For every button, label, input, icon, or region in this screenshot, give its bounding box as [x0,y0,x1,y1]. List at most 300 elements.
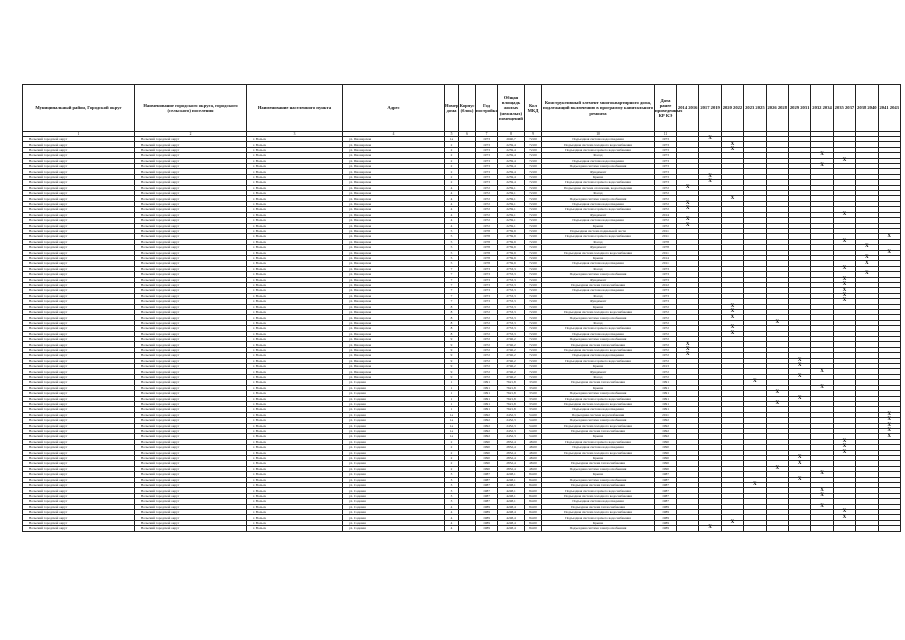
table-cell: Вольский городской округ [23,401,135,406]
table-cell: Вольский городской округ [23,380,135,385]
table-cell: г. Вольск [247,391,343,396]
table-cell: 1992 [476,428,498,433]
table-cell: 1973 [476,147,498,152]
table-cell: 1973 [476,137,498,142]
table-cell: ул. Пионерская [343,310,445,315]
table-cell: 2 [445,466,459,471]
table-cell: г. Вольск [247,147,343,152]
table-cell: Фундамент [542,369,655,374]
column-header: Наименование населенного пункта [247,85,343,132]
table-cell: 2 [445,147,459,152]
table-cell: ул. Садовая [343,391,445,396]
table-cell: 1972 [655,207,677,212]
table-cell: г. Вольск [247,337,343,342]
table-cell: ул. Пионерская [343,239,445,244]
table-cell: 1973 [476,158,498,163]
table-cell: 1973 [476,277,498,282]
period-mark-cell: X [856,272,878,277]
table-cell: ул. Пионерская [343,153,445,158]
table-cell: 1972 [476,315,498,320]
table-cell: г. Вольск [247,201,343,206]
table-cell: 1 [445,396,459,401]
table-cell: 1972 [655,304,677,309]
table-cell: ул. Пионерская [343,255,445,260]
table-cell: 2259,4 [498,174,525,179]
table-cell: ул. Садовая [343,461,445,466]
table-cell: 1973 [655,142,677,147]
table-cell: ул. Садовая [343,450,445,455]
table-cell: 2 [445,164,459,169]
table-cell: 1972 [476,369,498,374]
table-cell: 2746,2 [498,337,525,342]
table-cell: 72.00 [525,147,542,152]
period-mark-cell: X [811,369,833,374]
table-cell: 1991 [476,380,498,385]
table-cell: 1972 [655,347,677,352]
table-cell: 1972 [655,320,677,325]
table-cell: ул. Пионерская [343,207,445,212]
table-cell: 48.00 [525,445,542,450]
table-cell: г. Вольск [247,526,343,531]
table-cell: 1987 [655,499,677,504]
period-mark-cell: X [833,445,855,450]
table-cell: Вольский городской округ [135,526,247,531]
table-cell: 2452,3 [498,418,525,423]
table-cell: Фасад [542,153,655,158]
table-cell: Вольский городской округ [23,320,135,325]
period-mark-cell: X [677,218,699,223]
period-mark-cell: X [811,493,833,498]
table-cell: 7 [445,282,459,287]
table-cell: 1972 [476,218,498,223]
table-cell: 1972 [476,191,498,196]
capital-repair-program-table [22,84,901,532]
table-cell: 2259,4 [498,142,525,147]
column-header: 2038 2040 [856,85,878,132]
table-cell: ул. Пионерская [343,282,445,287]
table-cell: 72.00 [525,218,542,223]
table-cell: Вольский городской округ [23,477,135,482]
table-cell: 72.00 [525,234,542,239]
table-cell: Вольский городской округ [135,450,247,455]
table-cell: 2011 [655,228,677,233]
table-cell: 1973 [476,174,498,179]
table-cell: 2733,3 [498,277,525,282]
period-mark-cell: X [721,315,743,320]
table-cell: 7621,8 [498,396,525,401]
table-cell: 4 [445,201,459,206]
column-header: Корпус (блок) [459,85,476,132]
table-cell: Вольский городской округ [23,423,135,428]
table-cell: 2259,1 [498,223,525,228]
table-cell: 1989 [655,504,677,509]
table-cell: ул. Садовая [343,520,445,525]
period-mark-cell: X [721,147,743,152]
period-mark-cell: X [677,185,699,190]
period-mark-cell: X [744,380,766,385]
table-cell: 1989 [476,510,498,515]
table-cell: г. Вольск [247,358,343,363]
table-cell: Вольский городской округ [135,250,247,255]
table-cell: Вольский городской округ [135,142,247,147]
table-cell: Вольский городской округ [23,158,135,163]
table-cell: г. Вольск [247,282,343,287]
table-cell: Вольский городской округ [23,272,135,277]
table-cell: 2733,3 [498,304,525,309]
table-cell: 72.00 [525,201,542,206]
table-cell: ул. Садовая [343,483,445,488]
table-cell: г. Вольск [247,255,343,260]
table-cell: 1973 [476,266,498,271]
period-mark-cell: X [677,207,699,212]
table-cell: г. Вольск [247,342,343,347]
table-cell: 4 [445,218,459,223]
period-mark-cell: X [833,158,855,163]
table-cell: Подъездная система холодного водоснабжения [542,401,655,406]
table-cell: г. Вольск [247,234,343,239]
table-cell: 5 [445,228,459,233]
table-cell: 1990 [655,461,677,466]
table-cell: Вольский городской округ [23,277,135,282]
column-header: 2035 2037 [833,85,855,132]
table-cell: 72.00 [525,223,542,228]
table-cell: г. Вольск [247,423,343,428]
table-cell: Вольский городской округ [135,380,247,385]
table-cell: г. Вольск [247,520,343,525]
table-cell: 2259,1 [498,201,525,206]
table-cell: 4 [445,520,459,525]
table-cell: 1973 [476,282,498,287]
table-cell: Вольский городской округ [135,266,247,271]
period-mark-cell: X [878,423,900,428]
table-cell: ул. Пионерская [343,299,445,304]
table-cell: 54.00 [525,434,542,439]
table-cell: 1а [445,423,459,428]
table-cell: 8 [445,320,459,325]
table-cell: 2852,4 [498,439,525,444]
table-cell: г. Вольск [247,434,343,439]
table-cell: г. Вольск [247,369,343,374]
table-cell: Вольский городской округ [135,461,247,466]
table-cell: Подъездная система электроснабжения [542,315,655,320]
table-cell: Вольский городской округ [23,428,135,433]
table-cell: Фасад [542,266,655,271]
table-cell: 1992 [655,423,677,428]
table-cell: 7621,8 [498,401,525,406]
table-cell: ул. Садовая [343,445,445,450]
period-mark-cell [856,526,878,531]
table-cell: 72.00 [525,239,542,244]
table-cell: 1978 [655,245,677,250]
table-cell: Подъездная система теплоснабжения [542,428,655,433]
table-cell: Вольский городской округ [23,396,135,401]
table-cell: 1972 [476,212,498,217]
table-cell: г. Вольск [247,164,343,169]
period-mark-cell: X [811,472,833,477]
table-cell: 7 [445,272,459,277]
table-cell: 1973 [476,169,498,174]
table-cell: г. Вольск [247,493,343,498]
table-cell: ул. Пионерская [343,353,445,358]
table-cell: 2259,1 [498,207,525,212]
table-cell: г. Вольск [247,401,343,406]
table-cell: Вольский городской округ [135,169,247,174]
table-cell: 84.00 [525,510,542,515]
table-cell: 84.00 [525,520,542,525]
table-cell: Вольский городской округ [135,488,247,493]
table-cell: 3 [445,499,459,504]
table-cell: 1991 [655,396,677,401]
table-cell: Вольский городской округ [135,493,247,498]
period-mark-cell: X [699,174,721,179]
table-cell: 1987 [476,499,498,504]
column-header: 2020 2022 [721,85,743,132]
table-cell: 72.00 [525,212,542,217]
table-cell: ул. Пионерская [343,342,445,347]
table-cell: Вольский городской округ [23,191,135,196]
table-cell: 1 [445,385,459,390]
period-mark-cell: X [677,201,699,206]
period-mark-cell: X [699,180,721,185]
table-cell: 72.00 [525,245,542,250]
table-cell: ул. Садовая [343,515,445,520]
table-cell: 1989 [476,504,498,509]
table-cell: 1973 [655,299,677,304]
column-number: 2 [135,132,247,137]
table-cell: 1978 [476,255,498,260]
table-cell: Подъездная система водоотведения [542,201,655,206]
table-cell: г. Вольск [247,277,343,282]
table-cell: 33.00 [525,396,542,401]
program-table-sheet [22,84,900,532]
table-cell: Вольский городской округ [23,526,135,531]
period-mark-cell [833,526,855,531]
table-cell: 2733,3 [498,288,525,293]
table-cell: ул. Садовая [343,504,445,509]
table-cell: 1987 [655,483,677,488]
table-cell: 7621,8 [498,385,525,390]
table-cell: 2 [445,174,459,179]
table-cell: Вольский городской округ [23,234,135,239]
table-cell: Вольский городской округ [23,174,135,179]
table-cell: 33.00 [525,391,542,396]
column-number: 7 [476,132,498,137]
table-cell: Вольский городской округ [23,169,135,174]
period-mark-cell: X [878,434,900,439]
table-cell: 1992 [655,434,677,439]
table-cell: Вольский городской округ [23,331,135,336]
table-cell: Вольский городской округ [23,493,135,498]
table-cell: Подъездная система водоотведения [542,445,655,450]
table-cell: 1973 [655,158,677,163]
table-cell: 2852,4 [498,466,525,471]
table-cell: г. Вольск [247,472,343,477]
table-cell: г. Вольск [247,191,343,196]
table-cell: ул. Пионерская [343,277,445,282]
period-mark-cell: X [699,137,721,142]
table-cell: 2259,1 [498,212,525,217]
table-cell: 1а [445,434,459,439]
table-cell: г. Вольск [247,380,343,385]
table-cell: Подъездная система холодного водоснабжения [542,347,655,352]
table-cell: 1973 [655,169,677,174]
table-cell: Вольский городской округ [135,407,247,412]
table-cell: 48.00 [525,455,542,460]
table-cell: Подъездная система отопления, водоотведения [542,185,655,190]
table-cell: Подъездная система электроснабжения [542,526,655,531]
table-cell: 2259,1 [498,185,525,190]
table-cell: Подъездная система холодного водоснабжения [542,250,655,255]
table-cell: 84.00 [525,493,542,498]
table-cell: 1991 [655,385,677,390]
table-cell: Вольский городской округ [135,347,247,352]
table-cell: Подъездная система водоснабжения [542,412,655,417]
table-cell: 1973 [655,174,677,179]
table-cell: 5 [445,245,459,250]
table-cell: Подъездная система горячего водоснабжения [542,358,655,363]
table-cell: 1991 [655,401,677,406]
column-header: Наименование городского округа, городского (сельского) поселения [135,85,247,132]
column-header: Адрес [343,85,445,132]
table-cell: ул. Пионерская [343,228,445,233]
table-cell: Вольский городской округ [135,445,247,450]
table-cell: 1992 [655,418,677,423]
table-cell: 1987 [476,472,498,477]
period-mark-cell: X [833,515,855,520]
table-cell: Вольский городской округ [135,228,247,233]
table-cell: ул. Пионерская [343,288,445,293]
table-cell: 1972 [476,201,498,206]
table-cell: Подъездная система водоотведения [542,353,655,358]
period-mark-cell: X [833,277,855,282]
table-cell: Вольский городской округ [23,293,135,298]
table-cell: Подъездная система водоотведения [542,261,655,266]
table-cell: Подъездная система электроснабжения [542,477,655,482]
column-header: 2014 2016 [677,85,699,132]
table-cell: ул. Садовая [343,380,445,385]
table-cell: Фундамент [542,169,655,174]
table-cell: Вольский городской округ [23,407,135,412]
table-cell: Вольский городской округ [23,434,135,439]
table-cell: Вольский городской округ [23,385,135,390]
table-cell: 1987 [476,488,498,493]
table-cell: ул. Садовая [343,510,445,515]
period-mark-cell: X [856,261,878,266]
column-header: Номер дома [445,85,459,132]
table-cell: ул. Пионерская [343,191,445,196]
table-cell: Подъездная система теплоснабжения [542,380,655,385]
table-cell: 72.00 [525,250,542,255]
table-cell: г. Вольск [247,261,343,266]
table-cell: г. Вольск [247,504,343,509]
table-cell: г. Вольск [247,250,343,255]
table-cell: Вольский городской округ [23,304,135,309]
table-cell: 1989 [476,520,498,525]
table-cell: Подъездная система горячего водоснабжения [542,180,655,185]
table-cell: 1990 [655,455,677,460]
table-cell: ул. Пионерская [343,261,445,266]
table-cell: ул. Садовая [343,526,445,531]
table-cell: 2746,2 [498,347,525,352]
table-cell: 2746,2 [498,369,525,374]
table-cell: 1987 [655,472,677,477]
table-cell: Вольский городской округ [23,266,135,271]
table-cell: 72.00 [525,266,542,271]
table-cell: 1а [445,418,459,423]
table-cell: ул. Пионерская [343,201,445,206]
table-cell: Вольский городской округ [135,315,247,320]
table-cell: ул. Пионерская [343,250,445,255]
table-cell: 1987 [476,493,498,498]
table-cell: Вольский городской округ [23,223,135,228]
period-mark-cell: X [788,477,810,482]
table-cell: ул. Пионерская [343,266,445,271]
table-cell: Крыша [542,472,655,477]
period-mark-cell: X [766,401,788,406]
table-cell: 4248,4 [498,515,525,520]
table-cell: Вольский городской округ [23,228,135,233]
table-cell: Подъездная система холодного водоснабжения [542,310,655,315]
table-cell: 1972 [476,353,498,358]
table-cell: Вольский городской округ [135,331,247,336]
table-cell: Вольский городской округ [23,153,135,158]
table-cell: 1973 [655,180,677,185]
table-cell: 2 [445,180,459,185]
table-cell: 1973 [655,288,677,293]
table-cell: Вольский городской округ [135,137,247,142]
table-cell: Вольский городской округ [135,147,247,152]
table-cell: Вольский городской округ [135,239,247,244]
table-cell: 2 [445,439,459,444]
column-header: 2017 2019 [699,85,721,132]
table-cell: ул. Садовая [343,466,445,471]
table-cell: 1973 [655,277,677,282]
period-mark-cell: X [788,455,810,460]
table-cell: ул. Садовая [343,401,445,406]
table-cell: Вольский городской округ [135,255,247,260]
table-cell: 72.00 [525,164,542,169]
period-mark-cell: X [766,466,788,471]
table-cell: Подъездная система горячего водоснабжения [542,147,655,152]
table-cell: 1972 [476,358,498,363]
table-cell: 4 [445,526,459,531]
period-mark-cell: X [699,526,721,531]
table-cell: ул. Садовая [343,428,445,433]
table-cell: г. Вольск [247,293,343,298]
table-cell: 54.00 [525,423,542,428]
table-cell: 1978 [476,239,498,244]
table-cell: ул. Пионерская [343,142,445,147]
table-cell: 1972 [655,218,677,223]
table-cell: Подъездная система электроснабжения [542,391,655,396]
table-cell: Подъездная система теплоснабжения [542,504,655,509]
table-cell: г. Вольск [247,223,343,228]
period-mark-cell: X [833,212,855,217]
table-cell: 1990 [476,450,498,455]
period-mark-cell: X [878,428,900,433]
table-cell: Вольский городской округ [23,358,135,363]
table-cell: 72.00 [525,174,542,179]
period-mark-cell [677,526,699,531]
period-mark-cell: X [811,153,833,158]
table-cell: 1990 [655,439,677,444]
table-cell: Вольский городской округ [135,245,247,250]
table-cell: Вольский городской округ [135,364,247,369]
period-mark-cell: X [677,353,699,358]
period-mark-cell: X [833,439,855,444]
table-cell: Крыша [542,385,655,390]
table-cell: 1973 [476,180,498,185]
